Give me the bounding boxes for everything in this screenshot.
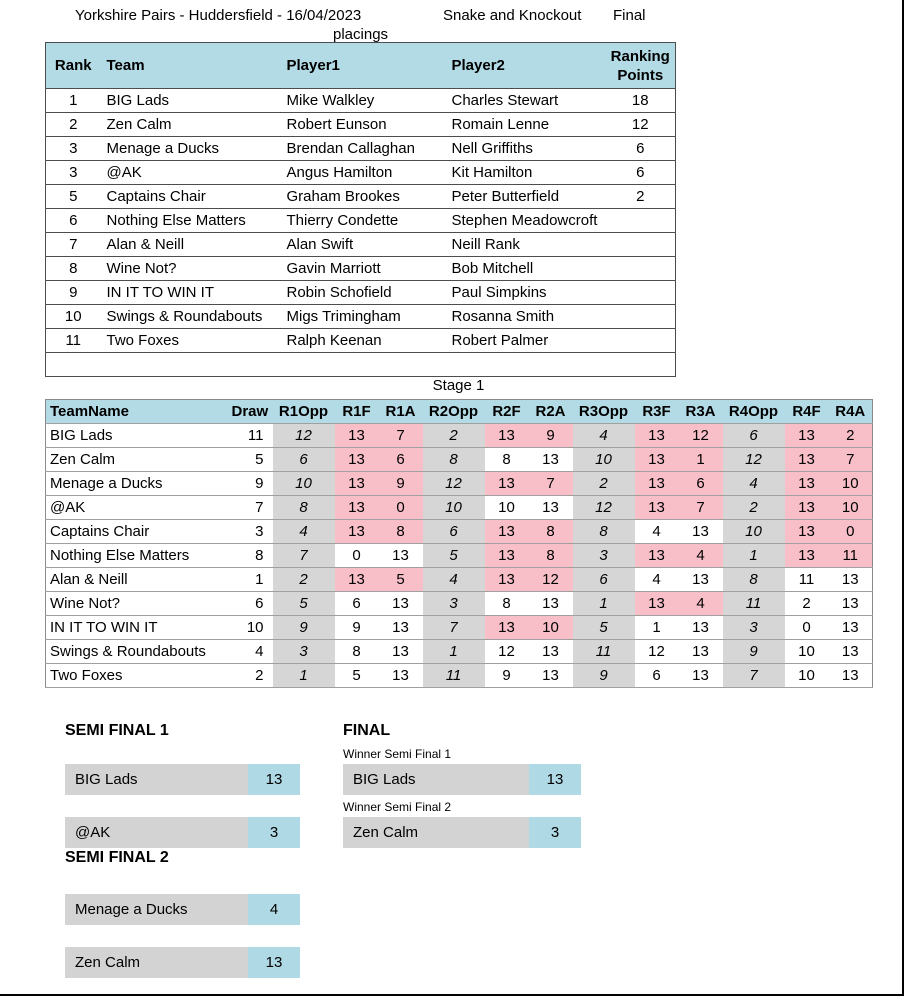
team-cell: Nothing Else Matters (50, 547, 190, 564)
final-match-slot-2 (343, 817, 581, 848)
draw-cell: 8 (255, 547, 264, 564)
player1-cell: Ralph Keenan (286, 332, 382, 349)
rank-cell: 11 (65, 332, 82, 349)
score-against-cell: 5 (379, 568, 423, 592)
opponent-draw-cell: 5 (423, 544, 485, 568)
ranking-points-cell: 12 (631, 116, 649, 133)
opponent-draw-cell: 2 (273, 568, 335, 592)
score-for-cell: 13 (635, 472, 679, 496)
opponent-draw-cell: 10 (423, 496, 485, 520)
opponent-draw-cell: 8 (723, 568, 785, 592)
team-cell: Nothing Else Matters (106, 212, 246, 229)
score-against-cell: 13 (392, 547, 409, 564)
final-placings-table (45, 42, 676, 377)
score-against-cell: 9 (379, 472, 423, 496)
draw-cell: 7 (255, 499, 264, 516)
score-for-cell: 13 (785, 424, 829, 448)
placings-header-player1: Player1 (281, 43, 446, 89)
stage1-title: Stage 1 (432, 377, 485, 394)
team-name: Zen Calm (75, 954, 141, 971)
team-cell: Menage a Ducks (106, 140, 220, 157)
opponent-draw-cell: 10 (273, 472, 335, 496)
placings-row (46, 257, 676, 281)
player1-cell: Gavin Marriott (286, 260, 381, 277)
player2-cell: Rosanna Smith (451, 308, 555, 325)
score-against-cell: 13 (392, 619, 409, 636)
score-against-cell: 13 (841, 571, 859, 588)
score-against-cell: 13 (692, 571, 709, 588)
score-against-cell: 13 (692, 643, 709, 660)
rank-cell: 9 (69, 284, 78, 301)
ranking-points-cell (606, 281, 676, 305)
score-against-cell: 13 (392, 595, 409, 612)
team-name: BIG Lads (353, 771, 416, 788)
score-against-cell: 13 (841, 619, 859, 636)
stage1-header-r2f: R2F (485, 400, 529, 424)
score-for-cell: 13 (335, 424, 379, 448)
score-cell: 4 (248, 894, 300, 925)
score-against-cell: 11 (829, 544, 873, 568)
score-for-cell: 13 (785, 544, 829, 568)
opponent-draw-cell: 1 (423, 640, 485, 664)
score-for-cell: 4 (652, 571, 661, 588)
team-cell: Captains Chair (50, 523, 150, 540)
stage1-header-draw: Draw (231, 400, 273, 424)
score-against-cell: 7 (379, 424, 423, 448)
opponent-draw-cell: 4 (573, 424, 635, 448)
stage1-header-r4opp: R4Opp (723, 400, 785, 424)
ranking-points-cell (606, 209, 676, 233)
score-for-cell: 13 (785, 520, 829, 544)
opponent-draw-cell: 3 (573, 544, 635, 568)
score-against-cell: 13 (692, 667, 709, 684)
draw-cell: 5 (255, 451, 264, 468)
score-against-cell: 10 (829, 472, 873, 496)
score-for-cell: 13 (335, 496, 379, 520)
placings-row (46, 281, 676, 305)
score-for-cell: 13 (485, 616, 529, 640)
player1-cell: Brendan Callaghan (286, 140, 415, 157)
score-for-cell: 11 (798, 571, 815, 588)
opponent-draw-cell: 5 (273, 592, 335, 616)
ranking-points-cell (606, 233, 676, 257)
player1-cell: Robert Eunson (286, 116, 387, 133)
player1-cell: Angus Hamilton (286, 164, 393, 181)
score-against-cell: 7 (529, 472, 573, 496)
opponent-draw-cell: 6 (273, 448, 335, 472)
score-for-cell: 13 (485, 424, 529, 448)
team-cell: Wine Not? (106, 260, 177, 277)
score-for-cell: 10 (798, 667, 815, 684)
draw-cell: 4 (255, 643, 264, 660)
score-against-cell: 8 (379, 520, 423, 544)
placings-row (46, 209, 676, 233)
placings-row (46, 89, 676, 113)
team-cell: Two Foxes (106, 332, 180, 349)
player2-cell: Stephen Meadowcroft (451, 212, 598, 229)
score-against-cell: 0 (829, 520, 873, 544)
player2-cell: Kit Hamilton (451, 164, 533, 181)
score-for-cell: 13 (635, 544, 679, 568)
stage1-header-r4a: R4A (829, 400, 873, 424)
rank-cell: 6 (69, 212, 78, 229)
team-cell: Wine Not? (50, 595, 121, 612)
opponent-draw-cell: 7 (423, 616, 485, 640)
winner-semi-final-2-label: Winner Semi Final 2 (343, 800, 452, 814)
opponent-draw-cell: 10 (573, 448, 635, 472)
opponent-draw-cell: 4 (723, 472, 785, 496)
stage1-row (46, 568, 873, 592)
score-against-cell: 2 (829, 424, 873, 448)
score-for-cell: 0 (352, 547, 361, 564)
team-cell: Zen Calm (106, 116, 172, 133)
stage1-header-r3f: R3F (635, 400, 679, 424)
player2-cell: Bob Mitchell (451, 260, 534, 277)
draw-cell: 2 (255, 667, 264, 684)
score-against-cell: 1 (679, 448, 723, 472)
opponent-draw-cell: 6 (423, 520, 485, 544)
score-against-cell: 13 (692, 619, 709, 636)
stage1-row (46, 664, 873, 688)
score-against-cell: 13 (392, 643, 409, 660)
placings-header-player2: Player2 (446, 43, 606, 89)
team-cell: Alan & Neill (50, 571, 128, 588)
score-for-cell: 13 (485, 544, 529, 568)
stage1-header-teamname: TeamName (46, 400, 231, 424)
score-against-cell: 10 (829, 496, 873, 520)
event-format-label: Snake and Knockout (443, 7, 582, 24)
placings-header-team: Team (101, 43, 281, 89)
opponent-draw-cell: 2 (423, 424, 485, 448)
opponent-draw-cell: 1 (723, 544, 785, 568)
score-against-cell: 8 (529, 544, 573, 568)
draw-cell: 1 (255, 571, 264, 588)
opponent-draw-cell: 2 (573, 472, 635, 496)
final-heading: FINAL (343, 722, 391, 739)
player2-cell: Charles Stewart (451, 92, 559, 109)
stage1-header-r1opp: R1Opp (273, 400, 335, 424)
placings-row (46, 233, 676, 257)
opponent-draw-cell: 12 (423, 472, 485, 496)
stage1-header-r2a: R2A (529, 400, 573, 424)
opponent-draw-cell: 6 (723, 424, 785, 448)
placings-row (46, 137, 676, 161)
winner-semi-final-1-label: Winner Semi Final 1 (343, 747, 452, 761)
score-for-cell: 13 (635, 448, 679, 472)
ranking-points-cell: 6 (636, 140, 645, 157)
opponent-draw-cell: 7 (273, 544, 335, 568)
rank-cell: 1 (69, 92, 78, 109)
team-cell: BIG Lads (106, 92, 170, 109)
rank-cell: 7 (69, 236, 78, 253)
score-against-cell: 13 (542, 451, 559, 468)
score-against-cell: 13 (841, 667, 859, 684)
placings-row (46, 305, 676, 329)
score-against-cell: 10 (529, 616, 573, 640)
score-for-cell: 13 (485, 472, 529, 496)
score-for-cell: 13 (485, 568, 529, 592)
team-cell: Zen Calm (50, 451, 116, 468)
opponent-draw-cell: 11 (423, 664, 485, 688)
ranking-points-cell: 6 (636, 164, 645, 181)
opponent-draw-cell: 10 (723, 520, 785, 544)
team-cell: Swings & Roundabouts (106, 308, 263, 325)
score-against-cell: 13 (542, 643, 559, 660)
player1-cell: Migs Trimingham (286, 308, 401, 325)
score-for-cell: 13 (635, 592, 679, 616)
opponent-draw-cell: 5 (573, 616, 635, 640)
score-against-cell: 9 (529, 424, 573, 448)
team-cell: IN IT TO WIN IT (106, 284, 215, 301)
rank-cell: 2 (69, 116, 78, 133)
opponent-draw-cell: 9 (723, 640, 785, 664)
stage1-header-r3a: R3A (679, 400, 723, 424)
player1-cell: Robin Schofield (286, 284, 392, 301)
score-for-cell: 13 (335, 472, 379, 496)
ranking-points-cell (606, 329, 676, 353)
player2-cell: Neill Rank (451, 236, 520, 253)
player2-cell: Paul Simpkins (451, 284, 547, 301)
stage1-row (46, 520, 873, 544)
semi-final-2-match-slot-1 (65, 894, 300, 925)
semi-final-1-match-slot-2 (65, 817, 300, 848)
score-for-cell: 8 (352, 643, 361, 660)
stage1-header-r4f: R4F (785, 400, 829, 424)
score-for-cell: 9 (352, 619, 361, 636)
player1-cell: Mike Walkley (286, 92, 375, 109)
score-for-cell: 8 (502, 595, 511, 612)
opponent-draw-cell: 3 (273, 640, 335, 664)
score-against-cell: 13 (692, 523, 709, 540)
score-against-cell: 13 (841, 595, 859, 612)
opponent-draw-cell: 3 (423, 592, 485, 616)
score-against-cell: 4 (679, 544, 723, 568)
score-cell: 13 (248, 764, 300, 795)
stage1-row (46, 424, 873, 448)
ranking-points-cell: 18 (631, 92, 649, 109)
team-cell: @AK (50, 499, 86, 516)
score-for-cell: 8 (502, 451, 511, 468)
team-name: @AK (75, 824, 111, 841)
stage1-table (45, 399, 873, 688)
team-name: BIG Lads (75, 771, 138, 788)
draw-cell: 3 (255, 523, 264, 540)
score-against-cell: 13 (542, 667, 559, 684)
score-for-cell: 13 (785, 448, 829, 472)
score-for-cell: 0 (802, 619, 811, 636)
placings-header-rank: Rank (46, 43, 101, 89)
score-against-cell: 13 (841, 643, 859, 660)
team-cell: @AK (106, 164, 142, 181)
page-title: Yorkshire Pairs - Huddersfield - 16/04/2023 (75, 7, 362, 24)
score-for-cell: 12 (498, 643, 515, 660)
player1-cell: Graham Brookes (286, 188, 400, 205)
team-cell: BIG Lads (50, 427, 113, 444)
placings-header-ranking-points: Ranking Points (606, 43, 676, 89)
score-against-cell: 7 (829, 448, 873, 472)
stage1-row (46, 472, 873, 496)
player2-cell: Robert Palmer (451, 332, 549, 349)
stage1-row (46, 592, 873, 616)
score-for-cell: 2 (802, 595, 811, 612)
opponent-draw-cell: 9 (273, 616, 335, 640)
placings-header-row (46, 43, 676, 89)
empty-cell (46, 353, 676, 377)
score-for-cell: 6 (352, 595, 361, 612)
semi-final-2-heading: SEMI FINAL 2 (65, 849, 169, 866)
player2-cell: Romain Lenne (451, 116, 550, 133)
score-for-cell: 10 (498, 499, 515, 516)
ranking-points-cell (606, 257, 676, 281)
opponent-draw-cell: 3 (723, 616, 785, 640)
semi-final-2-match-slot-2 (65, 947, 300, 978)
stage1-row (46, 640, 873, 664)
team-name: Zen Calm (353, 824, 419, 841)
opponent-draw-cell: 9 (573, 664, 635, 688)
draw-cell: 9 (255, 475, 264, 492)
final-match-slot-1 (343, 764, 581, 795)
stage1-header-r3opp: R3Opp (573, 400, 635, 424)
placings-empty-row (46, 353, 676, 377)
rank-cell: 3 (69, 164, 78, 181)
score-for-cell: 1 (652, 619, 661, 636)
stage1-row (46, 496, 873, 520)
team-cell: IN IT TO WIN IT (50, 619, 158, 636)
semi-final-1-heading: SEMI FINAL 1 (65, 722, 169, 739)
stage1-row (46, 544, 873, 568)
opponent-draw-cell: 1 (573, 592, 635, 616)
score-against-cell: 8 (529, 520, 573, 544)
score-against-cell: 0 (379, 496, 423, 520)
opponent-draw-cell: 11 (573, 640, 635, 664)
team-cell: Menage a Ducks (50, 475, 163, 492)
stage1-header-row (46, 400, 873, 424)
score-for-cell: 13 (785, 472, 829, 496)
placings-row (46, 161, 676, 185)
opponent-draw-cell: 12 (573, 496, 635, 520)
player1-cell: Thierry Condette (286, 212, 399, 229)
team-cell: Captains Chair (106, 188, 206, 205)
player1-cell: Alan Swift (286, 236, 354, 253)
score-for-cell: 13 (635, 424, 679, 448)
score-against-cell: 12 (679, 424, 723, 448)
score-against-cell: 12 (529, 568, 573, 592)
player2-cell: Nell Griffiths (451, 140, 533, 157)
rank-cell: 3 (69, 140, 78, 157)
stage1-header-r2opp: R2Opp (423, 400, 485, 424)
draw-cell: 11 (247, 427, 264, 444)
score-against-cell: 13 (392, 667, 409, 684)
score-cell: 3 (248, 817, 300, 848)
score-against-cell: 4 (679, 592, 723, 616)
stage1-header-r1f: R1F (335, 400, 379, 424)
team-name: Menage a Ducks (75, 901, 188, 918)
placings-row (46, 329, 676, 353)
score-for-cell: 4 (652, 523, 661, 540)
rank-cell: 10 (64, 308, 82, 325)
score-for-cell: 13 (785, 496, 829, 520)
score-cell: 3 (529, 817, 581, 848)
team-cell: Swings & Roundabouts (50, 643, 206, 660)
score-against-cell: 13 (542, 499, 559, 516)
opponent-draw-cell: 12 (723, 448, 785, 472)
placings-row (46, 185, 676, 209)
placings-row (46, 113, 676, 137)
rank-cell: 8 (69, 260, 78, 277)
score-against-cell: 6 (679, 472, 723, 496)
score-for-cell: 10 (798, 643, 815, 660)
opponent-draw-cell: 8 (423, 448, 485, 472)
stage1-header-r1a: R1A (379, 400, 423, 424)
stage1-row (46, 448, 873, 472)
opponent-draw-cell: 6 (573, 568, 635, 592)
player2-cell: Peter Butterfield (451, 188, 560, 205)
score-against-cell: 13 (542, 595, 559, 612)
ranking-points-cell (606, 305, 676, 329)
ranking-points-cell: 2 (636, 188, 645, 205)
stage1-row (46, 616, 873, 640)
score-for-cell: 6 (652, 667, 661, 684)
draw-cell: 6 (255, 595, 264, 612)
team-cell: Two Foxes (50, 667, 123, 684)
round-label: Final (613, 7, 646, 24)
rank-cell: 5 (69, 188, 78, 205)
score-for-cell: 12 (648, 643, 665, 660)
opponent-draw-cell: 12 (273, 424, 335, 448)
opponent-draw-cell: 7 (723, 664, 785, 688)
opponent-draw-cell: 8 (573, 520, 635, 544)
score-for-cell: 13 (335, 568, 379, 592)
opponent-draw-cell: 2 (723, 496, 785, 520)
score-for-cell: 13 (485, 520, 529, 544)
score-for-cell: 9 (502, 667, 511, 684)
score-cell: 13 (529, 764, 581, 795)
semi-final-1-match-slot-1 (65, 764, 300, 795)
score-for-cell: 13 (635, 496, 679, 520)
score-for-cell: 5 (352, 667, 361, 684)
score-against-cell: 7 (679, 496, 723, 520)
opponent-draw-cell: 11 (723, 592, 785, 616)
score-cell: 13 (248, 947, 300, 978)
score-for-cell: 13 (335, 448, 379, 472)
opponent-draw-cell: 1 (273, 664, 335, 688)
score-against-cell: 6 (379, 448, 423, 472)
opponent-draw-cell: 4 (273, 520, 335, 544)
score-for-cell: 13 (335, 520, 379, 544)
opponent-draw-cell: 8 (273, 496, 335, 520)
opponent-draw-cell: 4 (423, 568, 485, 592)
draw-cell: 10 (246, 619, 264, 636)
team-cell: Alan & Neill (106, 236, 185, 253)
page-title-line2: placings (333, 26, 389, 43)
